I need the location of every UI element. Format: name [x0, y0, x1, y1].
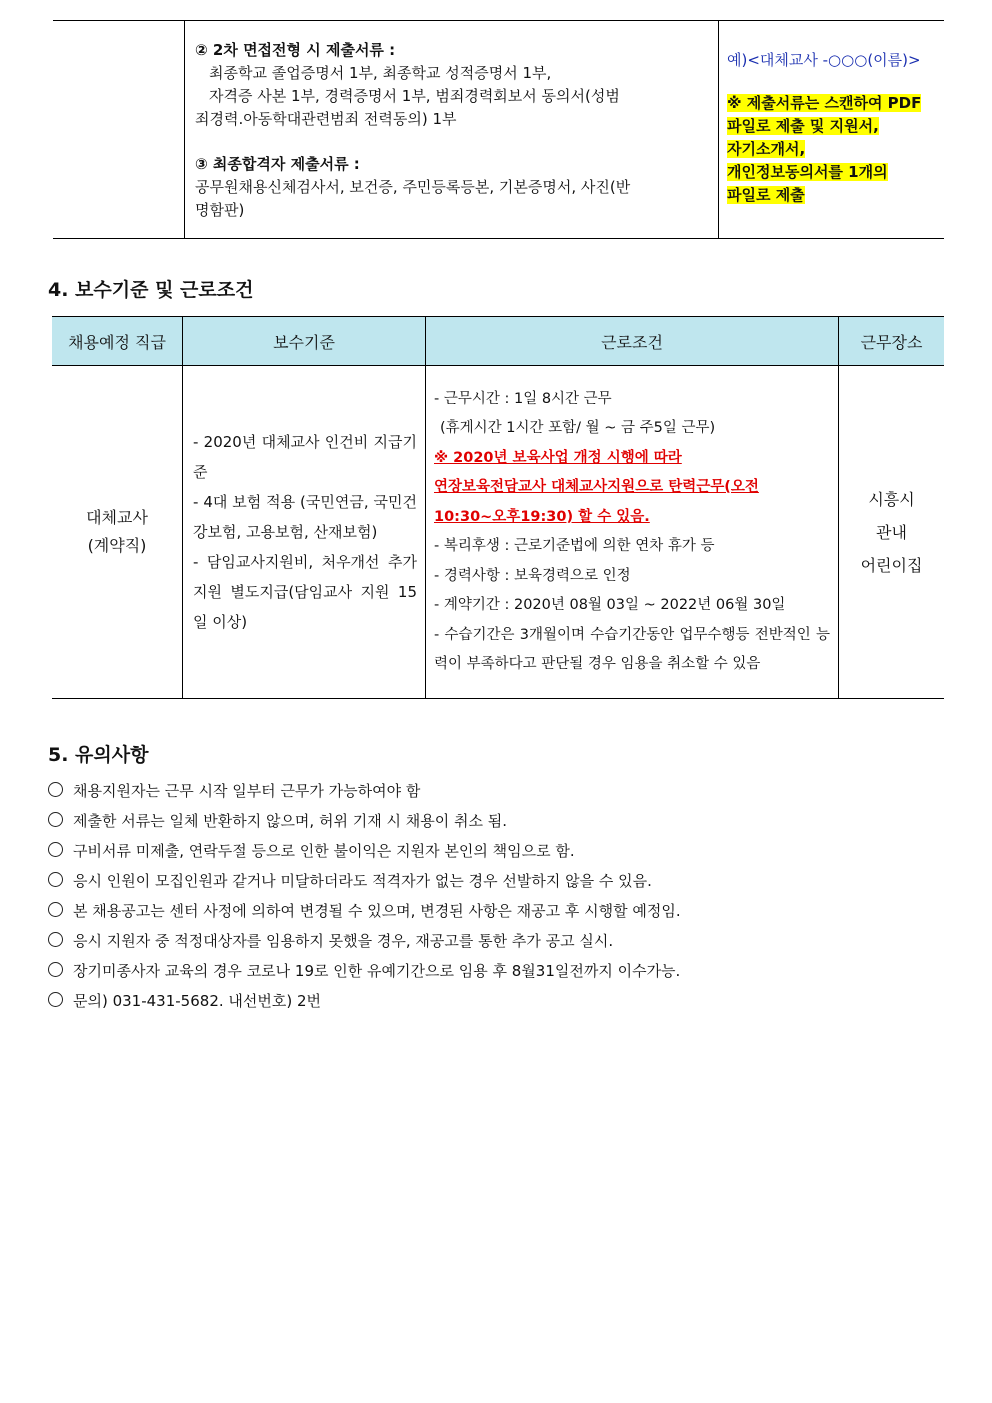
submission-note: 자기소개서, — [727, 140, 806, 158]
position-type: (계약직) — [87, 536, 147, 555]
list-item: 응시 지원자 중 적정대상자를 임용하지 못했을 경우, 재공고를 통한 추가 공고 실시. — [48, 926, 681, 956]
interview-line: 죄경력.아동학대관련범죄 전력동의) 1부 — [195, 110, 457, 128]
cond-red-notice: 연장보육전담교사 대체교사지원으로 탄력근무(오전 — [434, 479, 759, 495]
cond-hours: - 근무시간 : 1일 8시간 근무 — [434, 390, 612, 407]
cond-contract: - 계약기간 : 2020년 08월 03일 ~ 2022년 06월 30일 — [434, 597, 786, 613]
pay-item: - 담임교사지원비, 처우개선 추가지원 별도지급(담임교사 지원 15일 이상) — [193, 553, 417, 631]
final-line: 공무원채용신체검사서, 보건증, 주민등록등본, 기본증명서, 사진(반 — [195, 178, 631, 196]
list-item: 장기미종사자 교육의 경우 코로나 19로 인한 유예기간으로 임용 후 8월31일전까지 이수가능. — [48, 956, 681, 986]
place-cell — [839, 366, 945, 699]
header-pay: 보수기준 — [183, 317, 426, 366]
position-title: 대체교사 — [86, 508, 148, 527]
list-item: 응시 인원이 모집인원과 같거나 미달하더라도 적격자가 없는 경우 선발하지 않을 수 있음. — [48, 866, 681, 896]
submission-note: 파일로 제출 및 지원서, — [727, 117, 879, 135]
list-item: 구비서류 미제출, 연락두절 등으로 인한 불이익은 지원자 본인의 책임으로 함. — [48, 836, 681, 866]
cond-red-notice: 10:30~오후19:30) 할 수 있음. — [434, 508, 650, 525]
list-item: 제출한 서류는 일체 반환하지 않으며, 허위 기재 시 채용이 취소 됨. — [48, 806, 681, 836]
header-place: 근무장소 — [839, 317, 945, 366]
example-format: 예)<대체교사 -○○○(이름)> — [727, 51, 921, 69]
submission-note: ※ 제출서류는 스캔하여 PDF — [727, 94, 922, 112]
list-item: 본 채용공고는 센터 사정에 의하여 변경될 수 있으며, 변경된 사항은 재공고 후 시행할 예정임. — [48, 896, 681, 926]
cond-probation: - 수습기간은 3개월이며 수습기간동안 업무수행등 전반적인 능력이 부족하다고 판단될 경우 임용을 취소할 수 있음 — [434, 626, 830, 672]
circle-bullet-icon — [48, 812, 63, 827]
list-item: 문의) 031-431-5682. 내선번호) 2번 — [48, 986, 681, 1016]
conditions-cell — [426, 366, 839, 699]
position-cell — [52, 366, 183, 699]
pay-item: - 4대 보험 적용 (국민연금, 국민건강보험, 고용보험, 산재보험) — [193, 493, 417, 541]
section5-heading: 5. 유의사항 — [48, 744, 149, 766]
circle-bullet-icon — [48, 962, 63, 977]
header-position: 채용예정 직급 — [52, 317, 183, 366]
note-cell — [719, 21, 945, 239]
final-line: 명함판) — [195, 201, 245, 219]
circle-bullet-icon — [48, 992, 63, 1007]
place-type: 어린이집 — [860, 555, 923, 575]
final-title: ③ 최종합격자 제출서류 : — [195, 155, 360, 173]
submission-note: 파일로 제출 — [727, 186, 805, 204]
pay-item: - 2020년 대체교사 인건비 지급기준 — [193, 433, 417, 481]
place-area: 관내 — [876, 522, 907, 542]
pay-conditions-table — [52, 316, 944, 699]
header-conditions: 근로조건 — [426, 317, 839, 366]
list-item: 채용지원자는 근무 시작 일부터 근무가 가능하여야 함 — [48, 776, 681, 806]
empty-cell — [53, 21, 185, 239]
pay-cell — [183, 366, 426, 699]
cond-break: (휴게시간 1시간 포함/ 월 ~ 금 주5일 근무) — [440, 420, 716, 436]
interview-line: 자격증 사본 1부, 경력증명서 1부, 범죄경력회보서 동의서(성범 — [209, 87, 620, 105]
circle-bullet-icon — [48, 932, 63, 947]
notes-list — [48, 776, 681, 1016]
cond-career: - 경력사항 : 보육경력으로 인정 — [434, 567, 631, 584]
interview-title: ② 2차 면접전형 시 제출서류 : — [195, 41, 396, 59]
cond-welfare: - 복리후생 : 근로기준법에 의한 연차 휴가 등 — [434, 538, 715, 554]
circle-bullet-icon — [48, 782, 63, 797]
circle-bullet-icon — [48, 872, 63, 887]
submission-note: 개인정보동의서를 1개의 — [727, 163, 888, 181]
place-city: 시흥시 — [868, 489, 915, 509]
section4-heading: 4. 보수기준 및 근로조건 — [48, 279, 254, 301]
submission-docs-table — [53, 20, 944, 239]
interview-line: 최종학교 졸업증명서 1부, 최종학교 성적증명서 1부, — [209, 64, 552, 82]
docs-cell — [185, 21, 719, 239]
cond-red-notice: ※ 2020년 보육사업 개정 시행에 따라 — [434, 449, 682, 466]
circle-bullet-icon — [48, 902, 63, 917]
circle-bullet-icon — [48, 842, 63, 857]
